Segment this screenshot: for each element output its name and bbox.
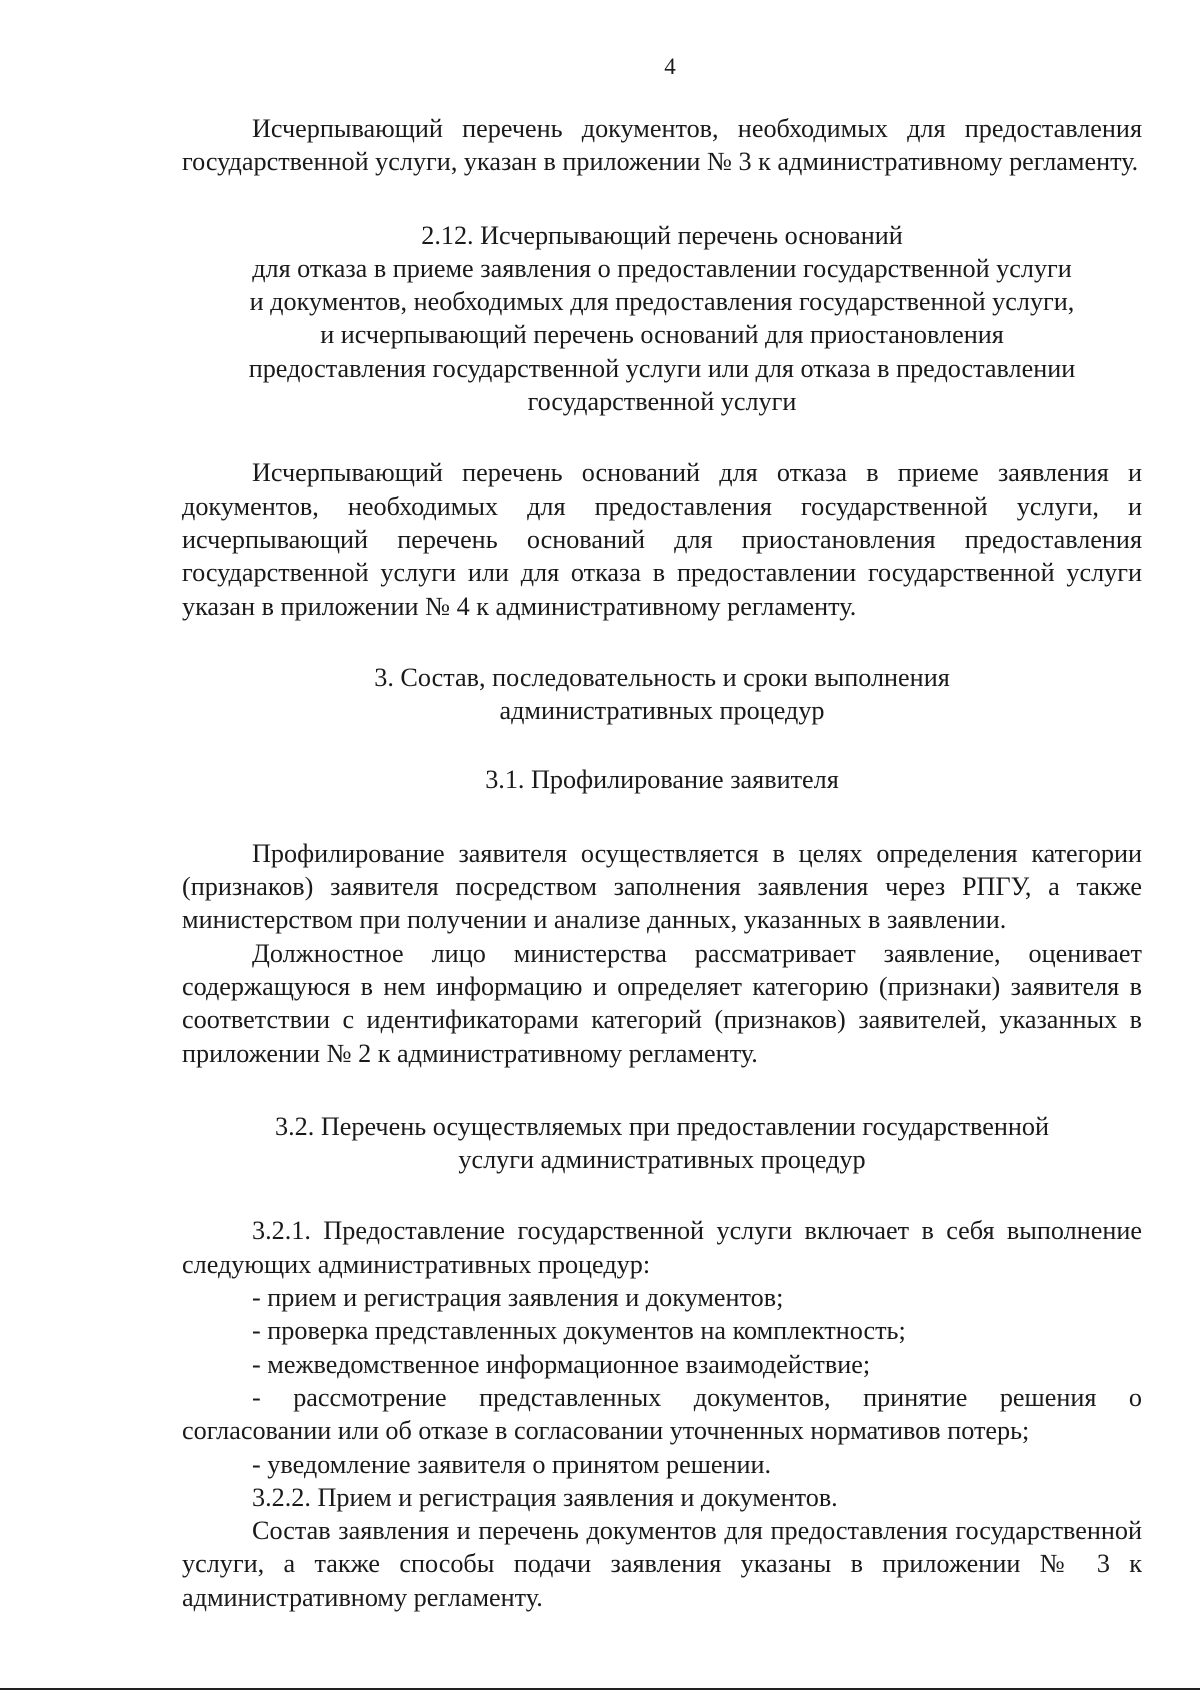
section-heading-3 [182,661,1142,728]
page-number: 4 [664,54,676,79]
section-heading-3-1: 3.1. Профилирование заявителя [485,765,839,795]
paragraph-procedures-intro: 3.2.1. Предоставление государственной услуги включает в себя выполнение следующих административных процедур: [182,1216,1142,1279]
heading-line: 3.2. Перечень осуществляемых при предоставлении государственной [275,1111,1049,1141]
list-item: - прием и регистрация заявления и документов; [252,1283,784,1313]
heading-line: предоставления государственной услуги или для отказа в предоставлении [248,353,1076,383]
paragraph-documents-list: Исчерпывающий перечень документов, необходимых для предоставления государственной услуги, указан в приложении № 3 к административному регламенту. [182,114,1142,177]
heading-line: и исчерпывающий перечень оснований для приостановления [320,320,1004,350]
document-body [182,112,1142,1614]
bottom-rule [0,1688,1200,1690]
list-item: - межведомственное информационное взаимодействие; [252,1349,871,1379]
heading-line: услуги административных процедур [458,1145,866,1175]
heading-line: и документов, необходимых для предоставления государственной услуги, [249,287,1075,317]
paragraph-profiling: Профилирование заявителя осуществляется в целях определения категории (признаков) заявителя посредством заполнения заявления через РПГУ, а также министерством при получении и анализе данных, указанных в заявлении. [182,838,1142,935]
list-item: - рассмотрение представленных документов, принятие решения о согласовании или об отказе в согласовании уточненных нормативов потерь; [182,1382,1142,1446]
heading-line: для отказа в приеме заявления о предоставлении государственной услуги [252,253,1072,283]
heading-line: административных процедур [499,696,825,726]
heading-line: государственной услуги [527,387,797,417]
paragraph-application-composition: Состав заявления и перечень документов для предоставления государственной услуги, а также способы подачи заявления указаны в приложении № 3 к административному регламенту. [182,1516,1142,1612]
heading-line: 3. Состав, последовательность и сроки выполнения [374,662,950,692]
section-heading-2-12 [182,219,1142,419]
paragraph-reception-registration: 3.2.2. Прием и регистрация заявления и документов. [252,1482,838,1512]
section-heading-3-2 [182,1110,1142,1177]
paragraph-refusal-grounds: Исчерпывающий перечень оснований для отказа в приеме заявления и документов, необходимых для предоставления государственной услуги, и исчерпывающий перечень оснований для приостановления предоставления государственной услуги или для отказа в предоставлении государственной услуги указан в приложении № 4 к административному регламенту. [182,458,1142,621]
heading-line: 2.12. Исчерпывающий перечень оснований [421,220,903,250]
list-item: - проверка представленных документов на комплектность; [252,1316,906,1346]
list-item: - уведомление заявителя о принятом решении. [252,1449,772,1479]
paragraph-official-review: Должностное лицо министерства рассматривает заявление, оценивает содержащуюся в нем информацию и определяет категорию (признаки) заявителя в соответствии с идентификаторами категорий (признаков) заявителей, указанных в приложении № 2 к административному регламенту. [182,938,1142,1068]
